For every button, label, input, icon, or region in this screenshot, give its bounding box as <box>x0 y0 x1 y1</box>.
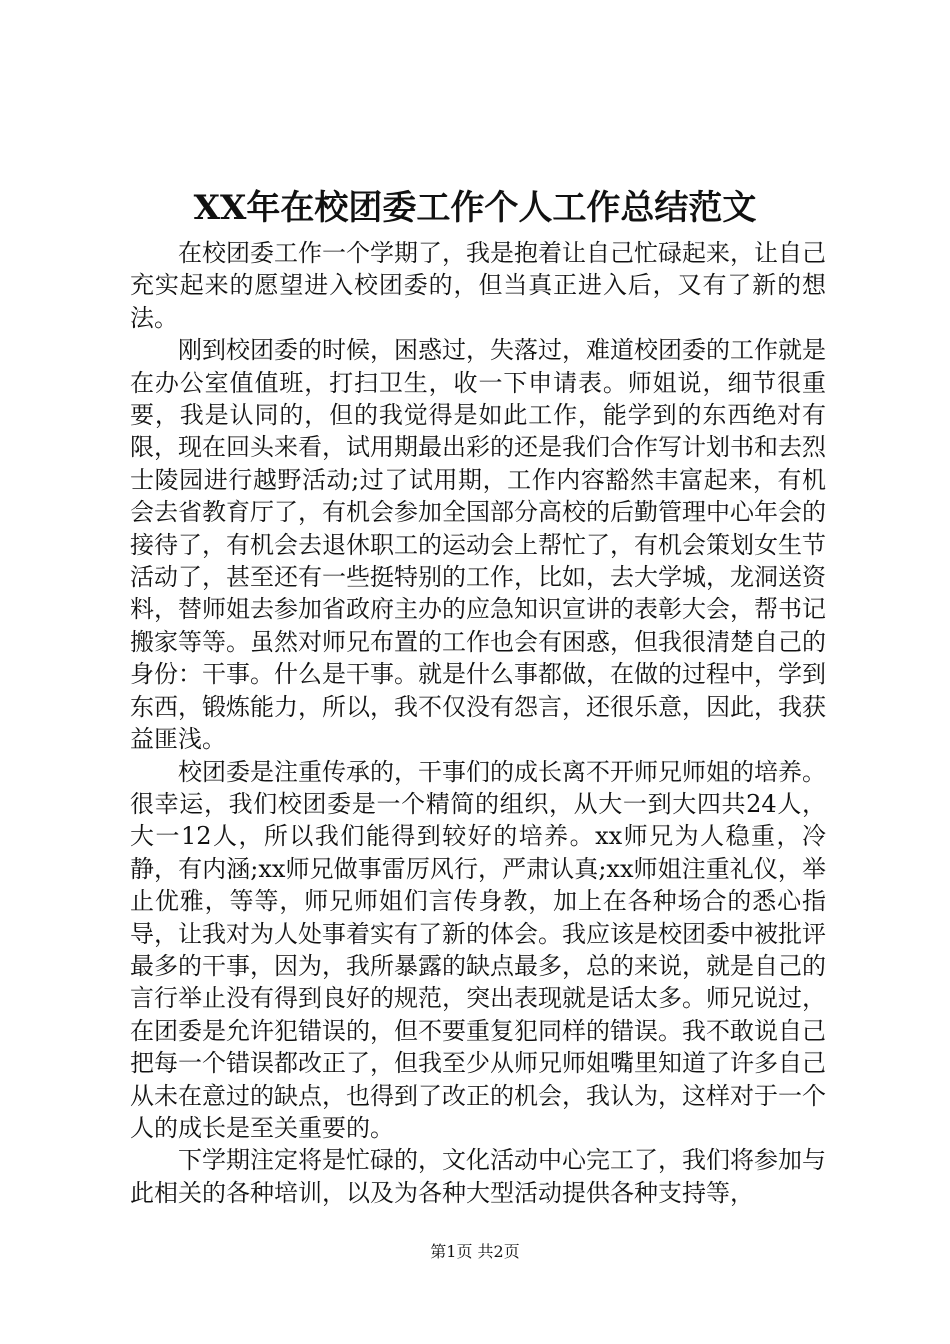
paragraph-3: 校团委是注重传承的，干事们的成长离不开师兄师姐的培养。很幸运，我们校团委是一个精简的组织，从大一到大四共24人，大一12人，所以我们能得到较好的培养。xx师兄为人稳重，冷静，有内涵;xx师兄做事雷厉风行，严肃认真;xx师姐注重礼仪，举止优雅，等等，师兄师姐们言传身教，加上在各种场合的悉心指导，让我对为人处事着实有了新的体会。我应该是校团委中被批评最多的干事，因为，我所暴露的缺点最多，总的来说，就是自己的言行举止没有得到良好的规范，突出表现就是话太多。师兄说过，在团委是允许犯错误的，但不要重复犯同样的错误。我不敢说自己把每一个错误都改正了，但我至少从师兄师姐嘴里知道了许多自己从未在意过的缺点，也得到了改正的机会，我认为，这样对于一个人的成长是至关重要的。 <box>130 757 826 1142</box>
document-title: XX年在校团委工作个人工作总结范文 <box>193 188 757 228</box>
document-body <box>130 237 826 1209</box>
page-number-footer: 第1页 共2页 <box>430 1242 520 1261</box>
paragraph-2: 刚到校团委的时候，困惑过，失落过，难道校团委的工作就是在办公室值值班，打扫卫生，收一下申请表。师姐说，细节很重要，我是认同的，但的我觉得是如此工作，能学到的东西绝对有限，现在回头来看，试用期最出彩的还是我们合作写计划书和去烈士陵园进行越野活动;过了试用期，工作内容豁然丰富起来，有机会去省教育厅了，有机会参加全国部分高校的后勤管理中心年会的接待了，有机会去退休职工的运动会上帮忙了，有机会策划女生节活动了，甚至还有一些挺特别的工作，比如，去大学城，龙洞送资料，替师姐去参加省政府主办的应急知识宣讲的表彰大会，帮书记搬家等等。虽然对师兄布置的工作也会有困惑，但我很清楚自己的身份：干事。什么是干事。就是什么事都做，在做的过程中，学到东西，锻炼能力，所以，我不仅没有怨言，还很乐意，因此，我获益匪浅。 <box>130 336 826 754</box>
paragraph-4: 下学期注定将是忙碌的，文化活动中心完工了，我们将参加与此相关的各种培训，以及为各种大型活动提供各种支持等， <box>130 1146 826 1207</box>
paragraph-1: 在校团委工作一个学期了，我是抱着让自己忙碌起来，让自己充实起来的愿望进入校团委的，但当真正进入后，又有了新的想法。 <box>130 239 826 332</box>
